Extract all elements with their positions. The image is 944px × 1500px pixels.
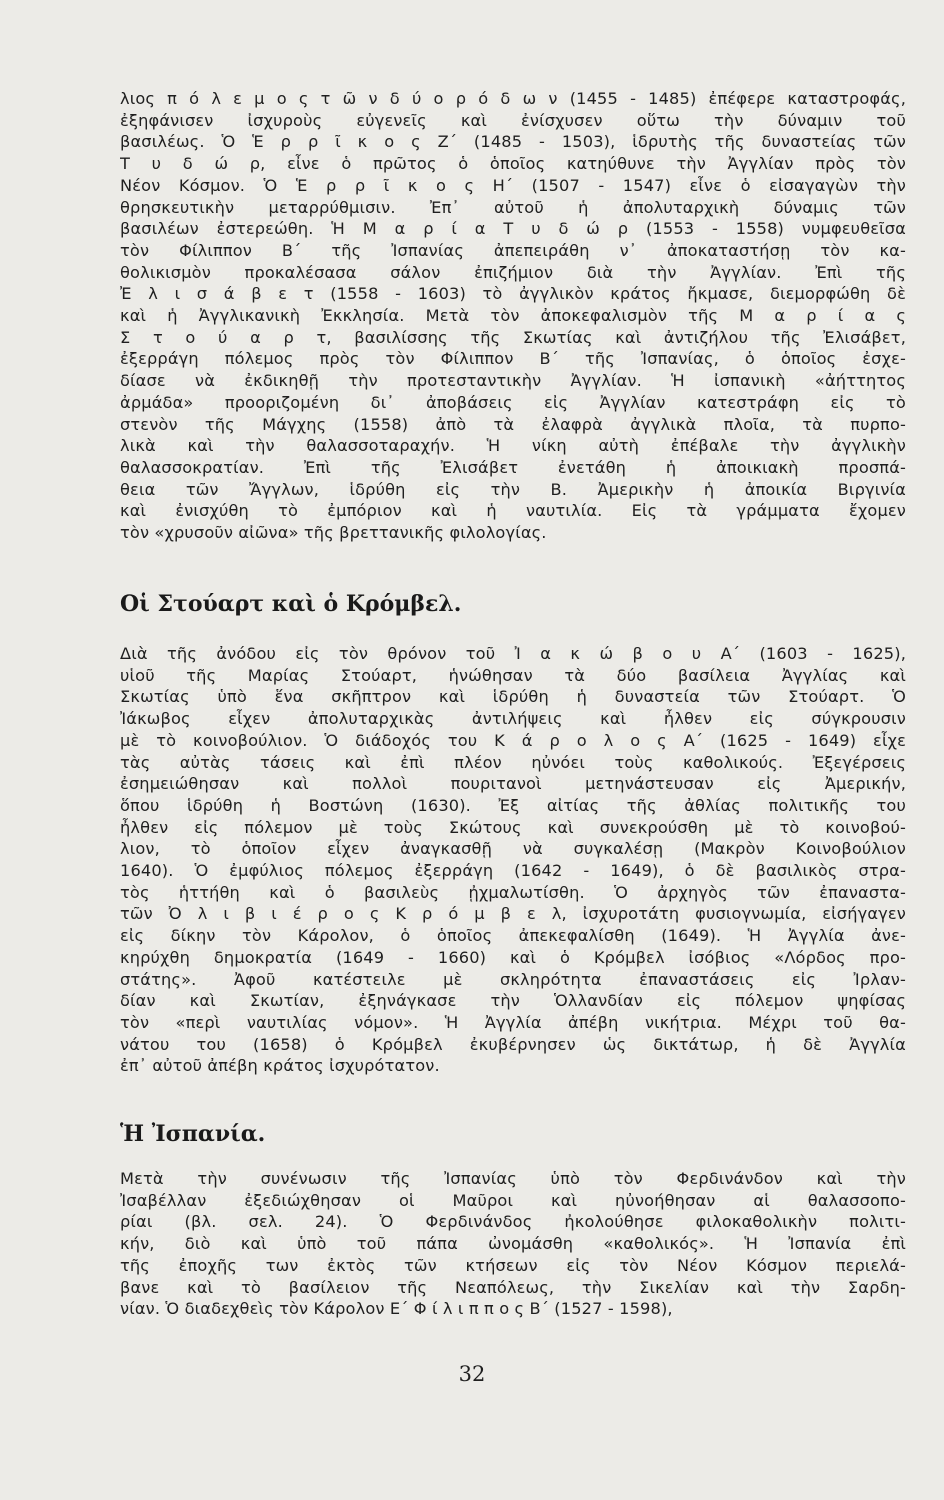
text-line: βανε καὶ τὸ βασίλειον τῆς Νεαπόλεως, τὴν Σικελίαν καὶ τὴν Σαρδη-	[120, 1277, 906, 1297]
text-line: θαλασσοκρατίαν. Ἐπὶ τῆς Ἐλισάβετ ἐνετάθη ἡ ἀποικιακὴ προσπά-	[120, 457, 906, 477]
text-line: 1640). Ὁ ἐμφύλιος πόλεμος ἐξερράγη (1642 - 1649), ὁ δὲ βασιλικὸς στρα-	[120, 861, 906, 881]
text-line: Σ τ ο ύ α ρ τ, βασιλίσσης τῆς Σκωτίας καὶ ἀντιζήλου τῆς Ἐλισάβετ,	[120, 327, 906, 347]
text-line: θολικισμὸν προκαλέσασα σάλον ἐπιζήμιον διὰ τὴν Ἀγγλίαν. Ἐπὶ τῆς	[120, 262, 906, 282]
text-line: στενὸν τῆς Μάγχης (1558) ἀπὸ τὰ ἐλαφρὰ ἀγγλικὰ πλοῖα, τὰ πυρπο-	[120, 414, 906, 434]
text-line: νάτου του (1658) ὁ Κρόμβελ ἐκυβέρνησεν ὡς δικτάτωρ, ἡ δὲ Ἀγγλία	[120, 1034, 906, 1054]
paragraph-spain	[120, 1168, 906, 1320]
text-line: Τ υ δ ώ ρ, εἶνε ὁ πρῶτος ὁ ὁποῖος κατηύθυνε τὴν Ἀγγλίαν πρὸς τὸν	[120, 154, 906, 174]
text-line: θεια τῶν Ἄγγλων, ἱδρύθη εἰς τὴν Β. Ἀμερικὴν ἡ ἀποικία Βιργινία	[120, 479, 906, 499]
text-line: νίαν. Ὁ διαδεχθεὶς τὸν Κάρολον Ε΄ Φ ί λ ι π π ο ς Β΄ (1527 - 1598),	[120, 1299, 673, 1319]
text-line: δίασε νὰ ἐκδικηθῇ τὴν προτεσταντικὴν Ἀγγλίαν. Ἡ ἰσπανικὴ «ἀήττητος	[120, 371, 906, 391]
text-line: εἰς δίκην τὸν Κάρολον, ὁ ὁποῖος ἀπεκεφαλίσθη (1649). Ἡ Ἀγγλία ἀνε-	[120, 926, 906, 946]
text-line: Σκωτίας ὑπὸ ἕνα σκῆπτρον καὶ ἱδρύθη ἡ δυναστεία τῶν Στούαρτ. Ὁ	[120, 687, 906, 707]
text-line: κήν, διὸ καὶ ὑπὸ τοῦ πάπα ὠνομάσθη «καθολικός». Ἡ Ἰσπανία ἐπὶ	[120, 1234, 906, 1254]
text-line: ρίαι (βλ. σελ. 24). Ὁ Φερδινάνδος ἠκολούθησε φιλοκαθολικὴν πολιτι-	[120, 1212, 906, 1232]
text-line: τὸς ἡττήθη καὶ ὁ βασιλεὺς ᾐχμαλωτίσθη. Ὁ ἀρχηγὸς τῶν ἐπαναστα-	[120, 882, 906, 902]
text-line: ἐσημειώθησαν καὶ πολλοὶ πουριτανοὶ μετηνάστευσαν εἰς Ἀμερικήν,	[120, 774, 906, 794]
text-line: καὶ ἡ Ἀγγλικανικὴ Ἐκκλησία. Μετὰ τὸν ἀποκεφαλισμὸν τῆς Μ α ρ ί α ς	[120, 306, 906, 326]
text-line: τὰς αὐτὰς τάσεις καὶ ἐπὶ πλέον ηὐνόει τοὺς καθολικούς. Ἐξεγέρσεις	[120, 752, 906, 772]
text-line: θρησκευτικὴν μεταρρύθμισιν. Ἐπ᾽ αὐτοῦ ἡ ἀπολυταρχικὴ δύναμις τῶν	[120, 197, 906, 217]
text-line: καὶ ἐνισχύθη τὸ ἐμπόριον καὶ ἡ ναυτιλία. Εἰς τὰ γράμματα ἔχομεν	[120, 501, 906, 521]
paragraph-stuarts-cromwell	[120, 643, 906, 1077]
text-line: στάτης». Ἀφοῦ κατέστειλε μὲ σκληρότητα ἐπαναστάσεις εἰς Ἰρλαν-	[120, 969, 906, 989]
section-heading-stuarts: Οἱ Στούαρτ καὶ ὁ Κρόμβελ.	[120, 591, 462, 617]
text-line: λιον, τὸ ὁποῖον εἶχεν ἀναγκασθῇ νὰ συγκαλέσῃ (Μακρὸν Κοινοβούλιον	[120, 839, 906, 859]
text-line: Διὰ τῆς ἀνόδου εἰς τὸν θρόνον τοῦ Ἰ α κ ώ β ο υ Α΄ (1603 - 1625),	[120, 644, 906, 663]
text-line: ἐξερράγη πόλεμος πρὸς τὸν Φίλιππον Β΄ τῆς Ἰσπανίας, ὁ ὁποῖος ἐσχε-	[120, 349, 906, 369]
page-number: 32	[458, 1362, 486, 1386]
paragraph-wars-of-roses	[120, 88, 906, 544]
text-line: τῶν Ὀ λ ι β ι έ ρ ο ς Κ ρ ό μ β ε λ, ἰσχυροτάτη φυσιογνωμία, εἰσήγαγεν	[120, 904, 906, 924]
text-line: υἱοῦ τῆς Μαρίας Στούαρτ, ἡνώθησαν τὰ δύο βασίλεια Ἀγγλίας καὶ	[120, 665, 906, 685]
text-line: Νέον Κόσμον. Ὁ Ἑ ρ ρ ῖ κ ο ς Η΄ (1507 - 1547) εἶνε ὁ εἰσαγαγὼν τὴν	[120, 175, 906, 195]
text-line: βασιλέων ἐστερεώθη. Ἡ Μ α ρ ί α Τ υ δ ώ ρ (1553 - 1558) νυμφευθεῖσα	[120, 219, 906, 239]
text-line: ἦλθεν εἰς πόλεμον μὲ τοὺς Σκώτους καὶ συνεκρούσθη μὲ τὸ κοινοβού-	[120, 817, 906, 837]
text-line: τῆς ἐποχῆς των ἐκτὸς τῶν κτήσεων εἰς τὸν Νέον Κόσμον περιελά-	[120, 1255, 906, 1275]
text-line: ὅπου ἱδρύθη ἡ Βοστώνη (1630). Ἐξ αἰτίας τῆς ἀθλίας πολιτικῆς του	[120, 795, 906, 815]
text-line: τὸν «χρυσοῦν αἰῶνα» τῆς βρεττανικῆς φιλολογίας.	[120, 523, 547, 543]
text-line: βασιλέως. Ὁ Ἑ ρ ρ ῖ κ ο ς Ζ΄ (1485 - 1503), ἱδρυτὴς τῆς δυναστείας τῶν	[120, 132, 906, 152]
text-line: ἐξηφάνισεν ἰσχυροὺς εὐγενεῖς καὶ ἐνίσχυσεν οὕτω τὴν δύναμιν τοῦ	[120, 110, 906, 130]
section-heading-spain: Ἡ Ἰσπανία.	[120, 1121, 266, 1147]
text-line: ἀρμάδα» προοριζομένη δι᾽ ἀποβάσεις εἰς Ἀγγλίαν κατεστράφη εἰς τὸ	[120, 392, 906, 412]
text-line: λιος π ό λ ε μ ο ς τ ῶ ν δ ύ ο ρ ό δ ω ν (1455 - 1485) ἐπέφερε καταστροφάς,	[120, 89, 906, 108]
text-line: δίαν καὶ Σκωτίαν, ἐξηνάγκασε τὴν Ὁλλανδίαν εἰς πόλεμον ψηφίσας	[120, 991, 906, 1011]
text-line: Μετὰ τὴν συνένωσιν τῆς Ἰσπανίας ὑπὸ τὸν Φερδινάνδον καὶ τὴν	[120, 1169, 906, 1188]
text-line: Ἰσαβέλλαν ἐξεδιώχθησαν οἱ Μαῦροι καὶ ηὐνοήθησαν αἱ θαλασσοπο-	[120, 1190, 906, 1210]
text-line: μὲ τὸ κοινοβούλιον. Ὁ διάδοχός του Κ ά ρ ο λ ο ς Α΄ (1625 - 1649) εἶχε	[120, 730, 906, 750]
text-line: Ἰάκωβος εἶχεν ἀπολυταρχικὰς ἀντιλήψεις καὶ ἦλθεν εἰς σύγκρουσιν	[120, 709, 906, 729]
text-line: ἐπ᾽ αὐτοῦ ἀπέβη κράτος ἰσχυρότατον.	[120, 1056, 440, 1076]
text-line: κηρύχθη δημοκρατία (1649 - 1660) καὶ ὁ Κρόμβελ ἰσόβιος «Λόρδος προ-	[120, 947, 906, 967]
text-line: τὸν Φίλιππον Β΄ τῆς Ἰσπανίας ἀπεπειράθη ν᾽ ἀποκαταστήσῃ τὸν κα-	[120, 240, 906, 260]
text-line: τὸν «περὶ ναυτιλίας νόμον». Ἡ Ἀγγλία ἀπέβη νικήτρια. Μέχρι τοῦ θα-	[120, 1012, 906, 1032]
text-line: Ἐ λ ι σ ά β ε τ (1558 - 1603) τὸ ἀγγλικὸν κράτος ἤκμασε, διεμορφώθη δὲ	[120, 284, 906, 304]
text-line: λικὰ καὶ τὴν θαλασσοταραχήν. Ἡ νίκη αὐτὴ ἐπέβαλε τὴν ἀγγλικὴν	[120, 436, 906, 456]
